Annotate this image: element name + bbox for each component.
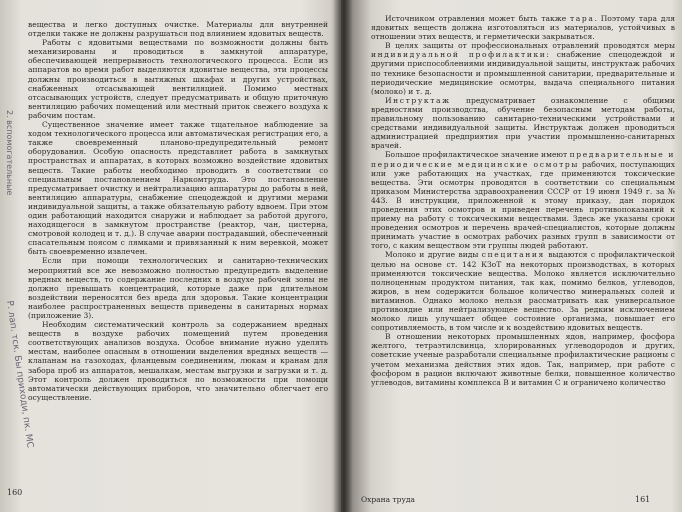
right-page-number: 161 xyxy=(635,495,651,504)
left-page-number: 160 xyxy=(7,488,23,497)
margin-note-top: 2. вспомогательные xyxy=(5,110,14,196)
right-page-body xyxy=(371,14,675,387)
text-run: Большое профилактическое значение имеют xyxy=(385,150,570,160)
paragraph xyxy=(371,14,675,41)
left-page-body xyxy=(28,20,328,402)
text-run: предусматривает ознакомление с общими вредностями производства, обучение безопасным методам работы, правильному пользованию санитарно-техническими устройствами и средствами индивидуальной защиты. Инструктаж должен проводиться администрацией предприятия при участии промышленно-санитарных врачей. xyxy=(371,95,675,151)
emphasized-term: тара xyxy=(570,14,595,23)
emphasized-term: Инструктаж xyxy=(385,95,451,105)
text-run: : снабжение спецодеждой и другими приспособлениями индивидуальной защиты, инструктаж рабочих по технике безопасности и промышленной санитарии, предварительные и периодические медицинские осмотры, выдача специального питания (молоко) и т. д. xyxy=(371,50,676,96)
paragraph: Если при помощи технологических и санитарно-технических мероприятий все же невозможно полностью предупредить выделение вредных веществ, то содержание последних в воздухе рабочей зоны не должно превышать концентраций, которые даже при длительном воздействии переносятся без вреда для здоровья. Такие концентрации наиболее распространенных веществ приведены в санитарных нормах (приложение 3). xyxy=(28,256,328,320)
paragraph xyxy=(371,150,675,250)
paragraph xyxy=(371,250,675,332)
emphasized-term: индивидуальной профилактики xyxy=(371,50,547,60)
paragraph xyxy=(371,96,675,151)
emphasized-term: специтания xyxy=(481,250,545,260)
paragraph: вещества и легко доступных очистке. Материалы для внутренней отделки также не должны разрушаться под влиянием ядовитых веществ. xyxy=(28,20,328,39)
emphasized-term: предварительные и периодические медицинские осмотры xyxy=(371,150,675,169)
text-run: Источником отравления может быть также xyxy=(385,14,571,23)
paragraph: Работы с ядовитыми веществами по возможности должны быть механизированы и проводиться в замкнутой аппаратуре, обеспечивающей непрерывность технологического процесса. Если из аппаратов во время работ выделяются ядовитые вещества, эти процессы должны производиться в вытяжных шкафах и других устройствах, снабженных отсасывающей вентиляцией. Помимо местных отсасывающих устройств, следует предусматривать и общую приточную вентиляцию рабочих помещений или местный приток свежего воздуха к рабочим постам. xyxy=(28,38,328,120)
right-page xyxy=(341,0,682,512)
text-run: В целях защиты от профессиональных отравлений проводятся меры xyxy=(385,41,675,51)
text-run: . Поэтому тара для ядовитых веществ должна изготовляться из материалов, устойчивых в отношении этих веществ, и герметически закрываться. xyxy=(371,14,676,42)
text-run: выдаются с профилактической целью на основе ст. 142 КЗоТ на некоторых производствах, в которых применяются токсические вещества. Молоко является исключительно полноценным продуктом питания, так как, помимо белков, углеводов, жиров, в нем содержится большое количество минеральных солей и витаминов. Однако молоко нельзя рассматривать как универсальное противоядие или нейтрализующее вещество. За редким исключением молоко лишь улучшает общее состояние организма, повышает его сопротивляемость, в том числе и к воздействию ядовитых веществ. xyxy=(371,250,675,333)
text-run: Молоко и другие виды xyxy=(385,250,482,260)
paragraph: Необходим систематический контроль за содержанием вредных веществ в воздухе рабочих помещений путем проведения соответствующих анализов воздуха. Особое внимание нужно уделять местам, наиболее опасным в отношении выделения вредных веществ — клапанам на газоходах, фланцевым соединениям, люкам и кранам для забора проб из аппаратов, мешалкам, местам выгрузки и загрузки и т. д. Этот контроль должен проводиться по возможности при помощи автоматически действующих приборов, что значительно облегчает его осуществление. xyxy=(28,320,328,402)
margin-note-bottom: Р. лап. тск. Бы приходи, пк. МС xyxy=(4,300,35,449)
book-spine-shadow xyxy=(333,0,353,512)
paragraph xyxy=(371,41,675,96)
paragraph: Существенное значение имеет также тщательное наблюдение за ходом технологического процесса или автоматическая регистрация его, а также своевременный планово-предупредительный ремонт оборудования. Особую опасность представляет работа в замкнутых пространствах и аппаратах, в которых возможно воздействие ядовитых веществ. Такие работы необходимо проводить в соответствии со специальным постановлением Наркомтруда. Это постановление предусматривает очистку и нейтрализацию аппаратуры до работы в ней, вентиляцию аппаратуры, снабжение спецодеждой и другими мерами индивидуальной защиты, а также обязательную работу вдвоем. При этом один работающий находится снаружи и наблюдает за работой другого, находящегося в замкнутом пространстве (реактор, чан, цистерна, смотровой колодец и т. д.). В случае аварии пострадавший, обеспеченный спасательным поясом с лямками и привязанный к ним веревкой, может быть своевременно извлечен. xyxy=(28,120,328,257)
paragraph xyxy=(371,332,675,387)
text-run: рабочих, поступающих или уже работающих на участках, где применяются токсические вещества. Эти осмотры проводятся в соответствии со специальным приказом Министерства здравоохранения СССР от 19 июня 1949 г. за № 443. В инструкции, приложенной к этому приказу, дан порядок проведения этих осмотров и приведен перечень противопоказаний к приему на работу с токсическими веществами. Здесь же указаны сроки проведения осмотров и перечень врачей-специалистов, которые должны принимать участие в осмотрах рабочих разных групп в зависимости от того, с каким веществом эти группы людей работают. xyxy=(371,159,675,251)
text-run: В отношении некоторых промышленных ядов, например, фосфора желтого, тетраэтилсвинца, хлорированных углеводородов и других, советские ученые разработали специальные профилактические рационы с учетом механизма действия этих ядов. Так, например, при работе с фосфором в рацион включают животные белки, повышенное количество углеводов, витамины комплекса В и витамин С и ограничено количество xyxy=(371,332,675,387)
page-footer: Охрана труда xyxy=(361,495,415,504)
